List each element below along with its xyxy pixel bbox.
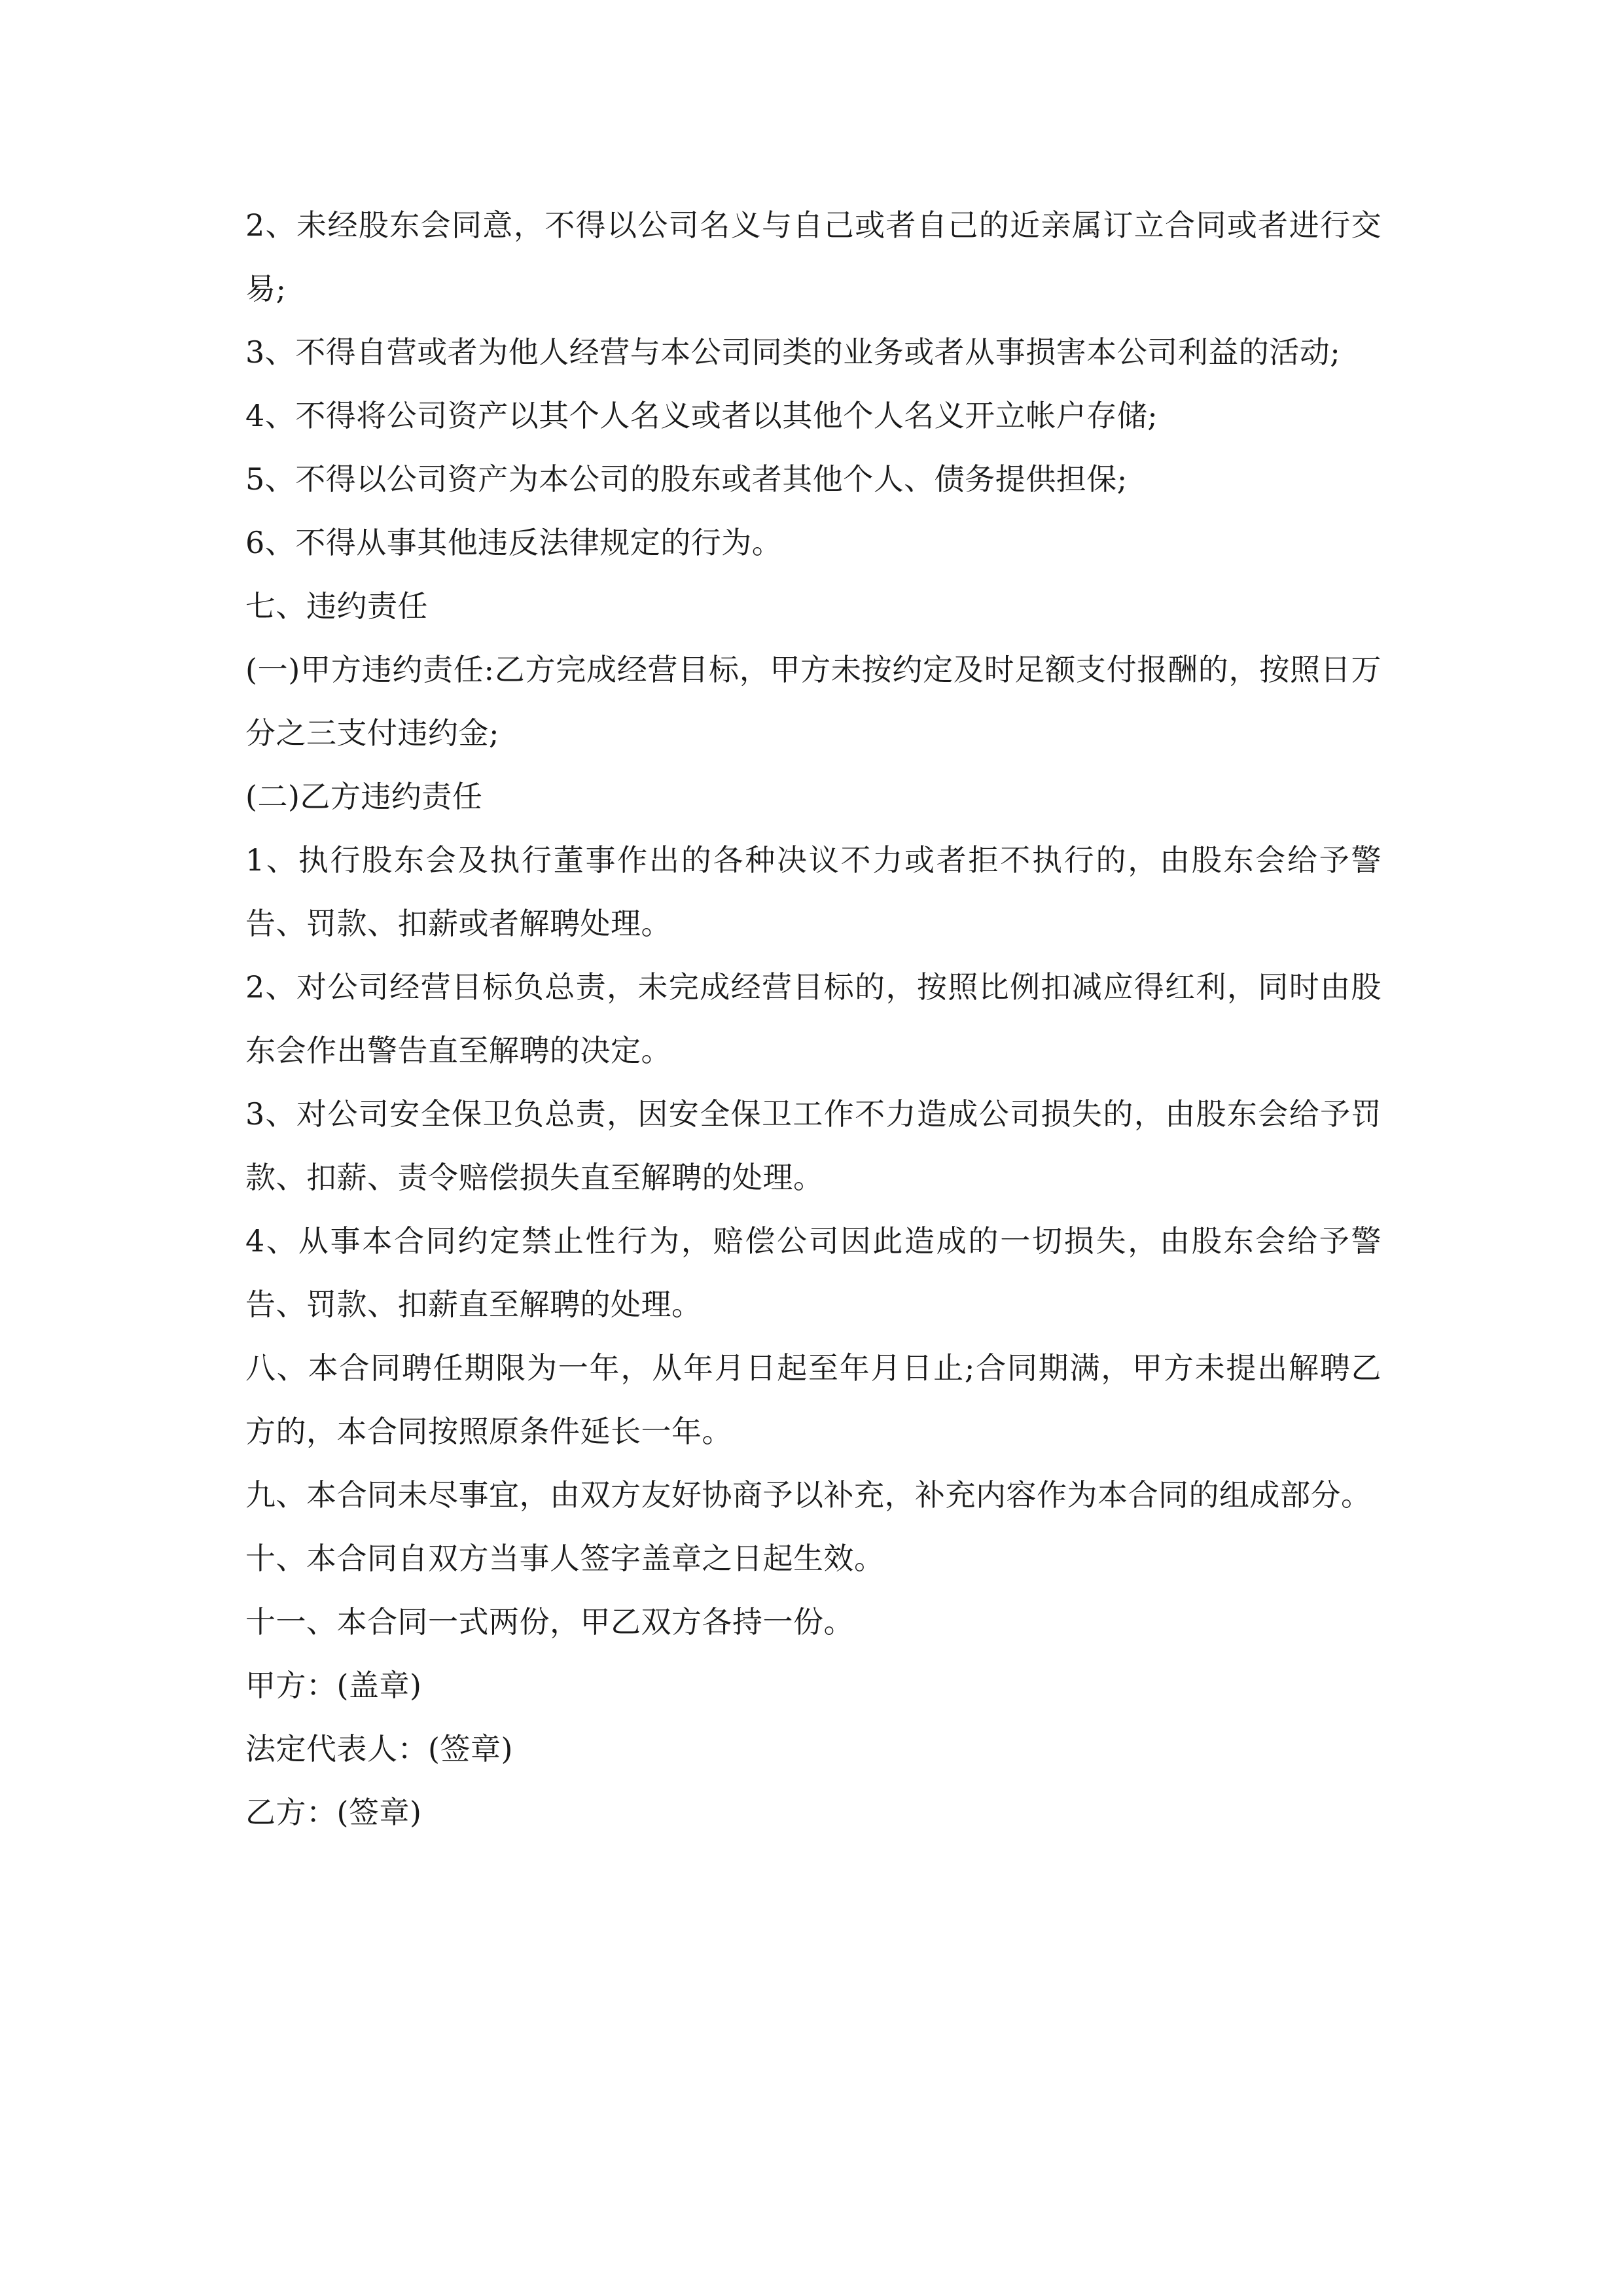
party-b-liability-4: 4、从事本合同约定禁止性行为，赔偿公司因此造成的一切损失，由股东会给予警告、罚款、扣薪直至解聘的处理。 [245, 1223, 1382, 1322]
section-8-term: 八、本合同聘任期限为一年，从年月日起至年月日止;合同期满，甲方未提出解聘乙方的，本合同按照原条件延长一年。 [245, 1350, 1382, 1449]
clause-4-no-personal-accounts: 4、不得将公司资产以其个人名义或者以其他个人名义开立帐户存储; [245, 398, 1158, 433]
signature-party-b: 乙方：(签章) [245, 1795, 422, 1830]
party-b-liability-heading: (二)乙方违约责任 [245, 779, 483, 814]
signature-legal-representative: 法定代表人：(签章) [245, 1731, 513, 1767]
section-9-supplements: 九、本合同未尽事宜，由双方友好协商予以补充，补充内容作为本合同的组成部分。 [245, 1477, 1372, 1513]
signature-party-a: 甲方：(盖章) [245, 1668, 422, 1703]
party-a-liability: (一)甲方违约责任:乙方完成经营目标，甲方未按约定及时足额支付报酬的，按照日万分之三支付违约金; [245, 652, 1382, 751]
clause-6-no-illegal-acts: 6、不得从事其他违反法律规定的行为。 [245, 525, 783, 560]
section-11-copies: 十一、本合同一式两份，甲乙双方各持一份。 [245, 1604, 854, 1640]
contract-body [245, 194, 1382, 1844]
party-b-liability-2: 2、对公司经营目标负总责，未完成经营目标的，按照比例扣减应得红利，同时由股东会作出警告直至解聘的决定。 [245, 969, 1382, 1068]
party-b-liability-3: 3、对公司安全保卫负总责，因安全保卫工作不力造成公司损失的，由股东会给予罚款、扣薪、责令赔偿损失直至解聘的处理。 [245, 1096, 1382, 1195]
party-b-liability-1: 1、执行股东会及执行董事作出的各种决议不力或者拒不执行的，由股东会给予警告、罚款、扣薪或者解聘处理。 [245, 842, 1382, 941]
clause-5-no-guarantees: 5、不得以公司资产为本公司的股东或者其他个人、债务提供担保; [245, 461, 1128, 497]
section-10-effective: 十、本合同自双方当事人签字盖章之日起生效。 [245, 1541, 885, 1576]
clause-2-no-self-dealing: 2、未经股东会同意，不得以公司名义与自己或者自己的近亲属订立合同或者进行交易; [245, 207, 1382, 306]
section-7-heading: 七、违约责任 [245, 588, 428, 624]
clause-3-no-competition: 3、不得自营或者为他人经营与本公司同类的业务或者从事损害本公司利益的活动; [245, 334, 1341, 370]
